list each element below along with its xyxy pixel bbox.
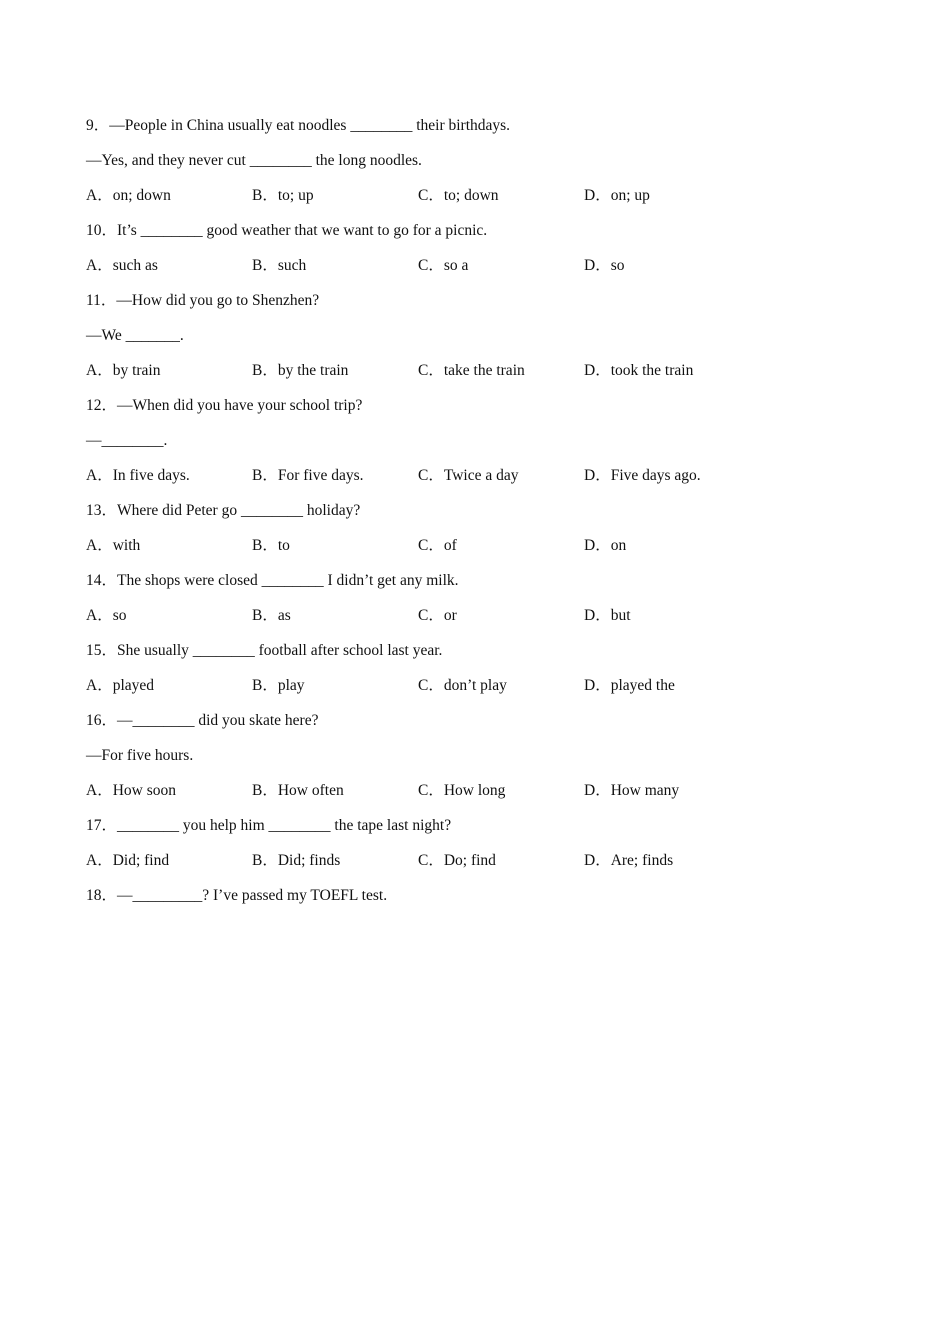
- question-1: [86, 217, 886, 287]
- answer-option: D．played the: [584, 677, 675, 694]
- answer-options: [86, 532, 886, 567]
- answer-option: A．played: [86, 677, 155, 694]
- answer-option: C．don’t play: [418, 677, 507, 694]
- question-stem: 18．—_________? I’ve passed my TOEFL test.: [86, 887, 388, 904]
- answer-options: [86, 252, 886, 287]
- answer-option: B．to; up: [252, 187, 314, 204]
- answer-option: D．How many: [584, 782, 680, 799]
- answer-option: C．Do; find: [418, 852, 496, 869]
- answer-option: B．such: [252, 257, 307, 274]
- answer-options: [86, 777, 886, 812]
- answer-option: A．Did; find: [86, 852, 170, 869]
- question-stem: 9．—People in China usually eat noodles ________ their birthdays.: [86, 117, 511, 134]
- answer-option: D．but: [584, 607, 631, 624]
- answer-option: A．such as: [86, 257, 158, 274]
- answer-options: [86, 182, 886, 217]
- answer-option: D．Are; finds: [584, 852, 674, 869]
- answer-option: B．For five days.: [252, 467, 364, 484]
- answer-option: D．on: [584, 537, 627, 554]
- answer-option: A．with: [86, 537, 141, 554]
- question-6: [86, 637, 886, 707]
- answer-option: B．Did; finds: [252, 852, 341, 869]
- answer-option: C．Twice a day: [418, 467, 519, 484]
- question-8: [86, 812, 886, 882]
- answer-option: B．How often: [252, 782, 344, 799]
- answer-option: C．of: [418, 537, 457, 554]
- question-dialogue-line: —Yes, and they never cut ________ the long noodles.: [86, 152, 422, 169]
- question-dialogue-line: —________.: [86, 432, 168, 449]
- answer-option: A．In five days.: [86, 467, 190, 484]
- question-stem: 13．Where did Peter go ________ holiday?: [86, 502, 361, 519]
- question-4: [86, 497, 886, 567]
- question-dialogue-line: —We _______.: [86, 327, 184, 344]
- question-list: [86, 112, 886, 917]
- question-dialogue-line: —For five hours.: [86, 747, 194, 764]
- answer-option: A．on; down: [86, 187, 171, 204]
- answer-option: B．by the train: [252, 362, 349, 379]
- question-2: [86, 287, 886, 392]
- answer-options: [86, 847, 886, 882]
- answer-option: C．to; down: [418, 187, 499, 204]
- question-7: [86, 707, 886, 812]
- answer-option: B．as: [252, 607, 291, 624]
- answer-option: D．took the train: [584, 362, 694, 379]
- question-stem: 17．________ you help him ________ the tape last night?: [86, 817, 452, 834]
- answer-option: A．How soon: [86, 782, 176, 799]
- question-9: [86, 882, 886, 917]
- answer-options: [86, 602, 886, 637]
- answer-options: [86, 672, 886, 707]
- answer-options: [86, 462, 886, 497]
- answer-option: C．or: [418, 607, 457, 624]
- question-stem: 16．—________ did you skate here?: [86, 712, 319, 729]
- answer-option: B．play: [252, 677, 305, 694]
- answer-option: A．by train: [86, 362, 161, 379]
- answer-option: D．on; up: [584, 187, 650, 204]
- question-stem: 11．—How did you go to Shenzhen?: [86, 292, 320, 309]
- answer-option: C．How long: [418, 782, 506, 799]
- question-stem: 14．The shops were closed ________ I didn’t get any milk.: [86, 572, 459, 589]
- answer-option: A．so: [86, 607, 127, 624]
- question-stem: 12．—When did you have your school trip?: [86, 397, 363, 414]
- answer-option: C．take the train: [418, 362, 525, 379]
- answer-option: B．to: [252, 537, 290, 554]
- answer-option: D．Five days ago.: [584, 467, 701, 484]
- question-stem: 10．It’s ________ good weather that we want to go for a picnic.: [86, 222, 488, 239]
- question-3: [86, 392, 886, 497]
- answer-option: D．so: [584, 257, 625, 274]
- answer-options: [86, 357, 886, 392]
- question-stem: 15．She usually ________ football after school last year.: [86, 642, 443, 659]
- question-5: [86, 567, 886, 637]
- question-0: [86, 112, 886, 217]
- answer-option: C．so a: [418, 257, 469, 274]
